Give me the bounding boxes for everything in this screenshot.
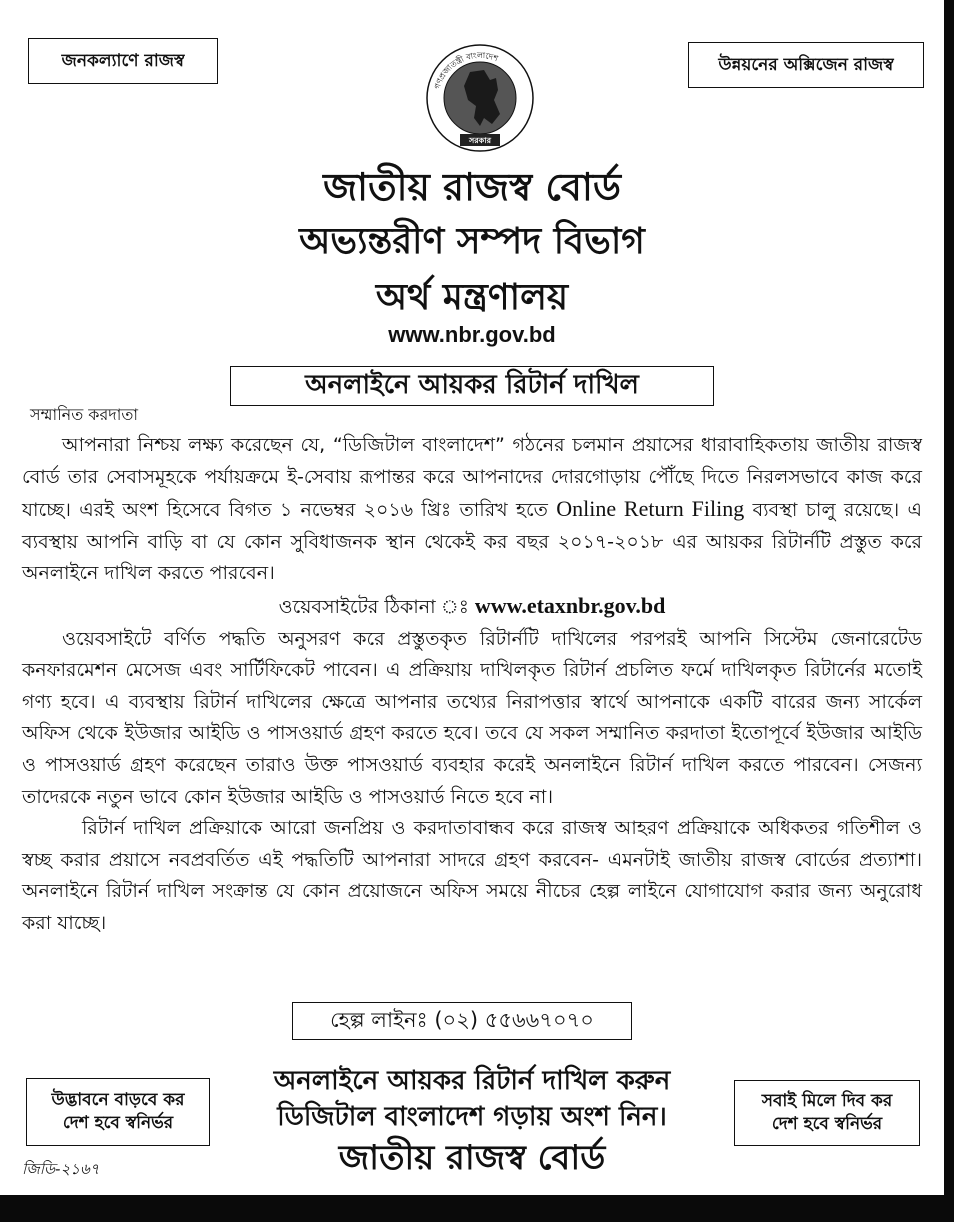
notice-heading-box xyxy=(230,366,714,406)
slogan-text: জনকল্যাণে রাজস্ব xyxy=(61,50,185,71)
helpline-number: হেল্প লাইনঃ (০২) ৫৫৬৬৭০৭০ xyxy=(330,1007,594,1032)
etax-website-label: ওয়েবসাইটের ঠিকানা ঃ xyxy=(278,595,469,618)
division-title: অভ্যন্তরীণ সম্পদ বিভাগ xyxy=(299,220,645,262)
footer-board-name: জাতীয় রাজস্ব বোর্ড xyxy=(338,1138,606,1178)
slogan-box-top-left xyxy=(28,38,218,84)
footer-digital-bangladesh: ডিজিটাল বাংলাদেশ গড়ায় অংশ নিন। xyxy=(277,1102,667,1132)
paragraph-appeal: রিটার্ন দাখিল প্রক্রিয়াকে আরো জনপ্রিয় ও করদাতাবান্ধব করে রাজস্ব আহরণ প্রক্রিয়াকে অধিকতর গতিশীল ও স্বচ্ছ করার প্রয়াসে নবপ্রবর্তিত এই পদ্ধতিটি আপনারা সাদরে গ্রহণ করবেন- এমনটাই জাতীয় রাজস্ব বোর্ডের প্রত্যাশা। অনলাইনে রিটার্ন দাখিল সংক্রান্ত যে কোন প্রয়োজনে অফিস সময়ে নীচের হেল্প লাইনে যোগাযোগ করার জন্য অনুরোধ করা যাচ্ছে। xyxy=(22,817,922,934)
slogan-text: সবাই মিলে দিব কর xyxy=(761,1091,893,1112)
ad-reference-code: জিডি-২১৬৭ xyxy=(22,1160,100,1178)
paragraph-text: ব্যবস্থা চালু রয়েছে। এ ব্যবস্থায় আপনি বাড়ি বা যে কোন সুবিধাজনক স্থান থেকেই কর বছর ২০১৭-২০১৮ এর আয়কর রিটার্নটি প্রস্তুত করে অনলাইনে দাখিল করতে পারবেন। xyxy=(22,499,922,585)
paragraph-text: আপনারা নিশ্চয় লক্ষ্য করেছেন যে, “ডিজিটাল বাংলাদেশ” গঠনের চলমান প্রয়াসের ধারাবাহিকতায় জাতীয় রাজস্ব বোর্ড তার সেবাসমূহকে পর্যায়ক্রমে ই-সেবায় রূপান্তর করে আপনাদের দোরগোড়ায় পৌঁছে দিতে নিরলসভাবে কাজ করে যাচ্ছে। এরই অংশ হিসেবে বিগত ১ নভেম্বর ২০১৬ খ্রিঃ তারিখ হতে xyxy=(22,434,922,522)
ministry-title: অর্থ মন্ত্রণালয় xyxy=(375,276,569,318)
slogan-text: উদ্ভাবনে বাড়বে কর xyxy=(51,1090,185,1111)
slogan-text: দেশ হবে স্বনির্ভর xyxy=(771,1114,883,1134)
etax-website-url[interactable]: www.etaxnbr.gov.bd xyxy=(474,592,666,618)
seal-top-text: গণপ্রজাতন্ত্রী বাংলাদেশ xyxy=(432,50,500,91)
notice-heading: অনলাইনে আয়কর রিটার্ন দাখিল xyxy=(305,370,639,400)
seal-bottom-text: সরকার xyxy=(468,136,492,145)
salutation: সম্মানিত করদাতা xyxy=(30,405,138,424)
board-name-title: জাতীয় রাজস্ব বোর্ড xyxy=(323,164,621,209)
notice-body xyxy=(22,430,922,940)
slogan-text: দেশ হবে স্বনির্ভর xyxy=(62,1113,174,1133)
online-return-filing-term: Online Return Filing xyxy=(556,496,745,522)
footer-call-to-action: অনলাইনে আয়কর রিটার্ন দাখিল করুন xyxy=(273,1066,671,1096)
paragraph-intro xyxy=(22,430,922,590)
etax-website-line xyxy=(22,590,922,624)
slogan-box-top-right xyxy=(688,42,924,88)
paragraph-procedure: ওয়েবসাইটে বর্ণিত পদ্ধতি অনুসরণ করে প্রস্তুতকৃত রিটার্নটি দাখিলের পরপরই আপনি সিস্টেম জেনারেটেড কনফারমেশন মেসেজ এবং সার্টিফিকেট পাবেন। এ প্রক্রিয়ায় দাখিলকৃত রিটার্ন প্রচলিত ফর্মে দাখিলকৃত রিটার্নের মতোই গণ্য হবে। এ ব্যবস্থায় রিটার্ন দাখিলের ক্ষেত্রে আপনার তথ্যের নিরাপত্তার স্বার্থে আপনাকে একটি বারের জন্য সার্কেল অফিস থেকে ইউজার আইডি ও পাসওয়ার্ড গ্রহণ করতে হবে। তবে যে সকল সম্মানিত করদাতা ইতোপূর্বে ইউজার আইডি ও পাসওয়ার্ড গ্রহণ করেছেন তারাও উক্ত পাসওয়ার্ড ব্যবহার করেই অনলাইনে রিটার্ন দাখিল করতে পারবেন। সেজন্য তাদেরকে নতুন ভাবে কোন ইউজার আইডি ও পাসওয়ার্ড নিতে হবে না। xyxy=(22,627,922,808)
slogan-text: উন্নয়নের অক্সিজেন রাজস্ব xyxy=(718,54,894,75)
website-url[interactable]: www.nbr.gov.bd xyxy=(388,322,556,347)
government-seal-icon xyxy=(424,42,536,154)
helpline-box xyxy=(292,1002,632,1040)
